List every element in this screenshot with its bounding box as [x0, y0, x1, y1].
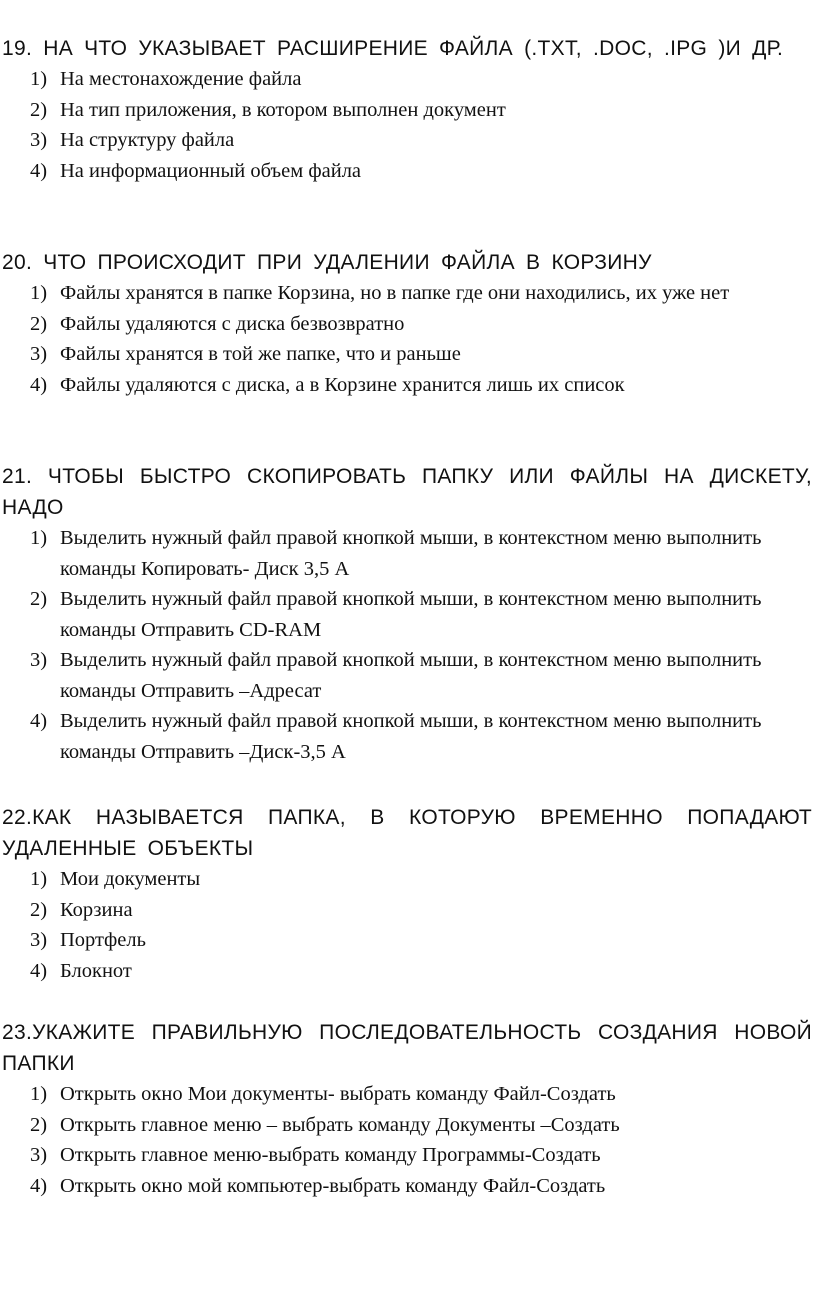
option-number: 4): [30, 373, 48, 396]
answer-option: [0, 956, 812, 987]
option-text: Выделить нужный файл правой кнопкой мыши, в контекстном меню выполнить команды Отправить –Диск-3,5 А: [60, 710, 762, 763]
option-text: Выделить нужный файл правой кнопкой мыши, в контекстном меню выполнить команды Отправить CD-RAM: [60, 588, 762, 641]
answer-option: [0, 864, 812, 895]
question-23: [0, 1017, 812, 1201]
option-text: Файлы удаляются с диска безвозвратно: [60, 312, 405, 335]
option-number: 4): [30, 959, 48, 982]
option-number: 1): [30, 68, 48, 90]
option-text: Файлы хранятся в папке Корзина, но в папке где они находились, их уже нет: [60, 282, 730, 304]
answer-option: [0, 925, 812, 956]
question-22: [0, 802, 812, 986]
option-text: Выделить нужный файл правой кнопкой мыши, в контекстном меню выполнить команды Отправить –Адресат: [60, 649, 762, 702]
option-number: 2): [30, 898, 48, 921]
option-text: На структуру файла: [60, 129, 235, 151]
option-number: 4): [30, 159, 48, 182]
option-text: Файлы удаляются с диска, а в Корзине хранится лишь их список: [60, 373, 625, 396]
option-number: 4): [30, 1174, 48, 1197]
answer-option: [0, 1110, 812, 1141]
answer-option: [0, 64, 812, 95]
option-text: Открыть окно Мои документы- выбрать команду Файл-Создать: [60, 1083, 616, 1105]
question-19: [0, 33, 812, 186]
answer-option: [0, 278, 812, 309]
option-number: 1): [30, 527, 48, 549]
option-text: Выделить нужный файл правой кнопкой мыши, в контекстном меню выполнить команды Копировать- Диск 3,5 А: [60, 527, 762, 580]
question-title: 20. ЧТО ПРОИСХОДИТ ПРИ УДАЛЕНИИ ФАЙЛА В КОРЗИНУ: [2, 251, 652, 274]
question-title: 19. НА ЧТО УКАЗЫВАЕТ РАСШИРЕНИЕ ФАЙЛА (.TXT, .DOC, .IPG )И ДР.: [2, 37, 784, 60]
option-number: 1): [30, 868, 48, 890]
answer-option: [0, 156, 812, 187]
answer-options: [0, 278, 812, 400]
question-title: 23.УКАЖИТЕ ПРАВИЛЬНУЮ ПОСЛЕДОВАТЕЛЬНОСТЬ СОЗДАНИЯ НОВОЙ ПАПКИ: [2, 1021, 812, 1075]
answer-option: [0, 1079, 812, 1110]
option-text: Открыть главное меню – выбрать команду Документы –Создать: [60, 1113, 620, 1136]
question-title: 21. ЧТОБЫ БЫСТРО СКОПИРОВАТЬ ПАПКУ ИЛИ ФАЙЛЫ НА ДИСКЕТУ, НАДО: [2, 465, 812, 519]
option-text: Портфель: [60, 929, 146, 951]
answer-option: [0, 1171, 812, 1202]
option-number: 2): [30, 312, 48, 335]
option-text: Открыть окно мой компьютер-выбрать команду Файл-Создать: [60, 1174, 606, 1197]
option-number: 2): [30, 98, 48, 121]
option-text: На тип приложения, в котором выполнен документ: [60, 98, 506, 121]
answer-option: [0, 125, 812, 156]
answer-options: [0, 64, 812, 186]
answer-option: [0, 339, 812, 370]
option-text: Мои документы: [60, 868, 201, 890]
option-text: На информационный объем файла: [60, 159, 362, 182]
option-number: 2): [30, 1113, 48, 1136]
option-number: 3): [30, 929, 48, 951]
answer-option: [0, 370, 812, 401]
option-text: Корзина: [60, 898, 133, 921]
answer-option: [0, 523, 812, 584]
option-number: 3): [30, 649, 48, 671]
option-text: Блокнот: [60, 959, 132, 982]
answer-option: [0, 895, 812, 926]
question-21: [0, 461, 812, 767]
answer-option: [0, 1140, 812, 1171]
option-number: 3): [30, 129, 48, 151]
answer-option: [0, 706, 812, 767]
option-number: 2): [30, 588, 48, 610]
answer-options: [0, 1079, 812, 1201]
option-text: Файлы хранятся в той же папке, что и раньше: [60, 343, 461, 365]
answer-option: [0, 95, 812, 126]
option-text: На местонахождение файла: [60, 68, 302, 90]
question-20: [0, 247, 812, 400]
option-number: 3): [30, 343, 48, 365]
option-number: 4): [30, 710, 48, 732]
answer-option: [0, 645, 812, 706]
option-text: Открыть главное меню-выбрать команду Программы-Создать: [60, 1144, 601, 1166]
option-number: 1): [30, 282, 48, 304]
option-number: 1): [30, 1083, 48, 1105]
answer-options: [0, 864, 812, 986]
question-title: 22.КАК НАЗЫВАЕТСЯ ПАПКА, В КОТОРУЮ ВРЕМЕННО ПОПАДАЮТ УДАЛЕННЫЕ ОБЪЕКТЫ: [2, 806, 812, 860]
answer-option: [0, 309, 812, 340]
answer-option: [0, 584, 812, 645]
option-number: 3): [30, 1144, 48, 1166]
answer-options: [0, 523, 812, 767]
